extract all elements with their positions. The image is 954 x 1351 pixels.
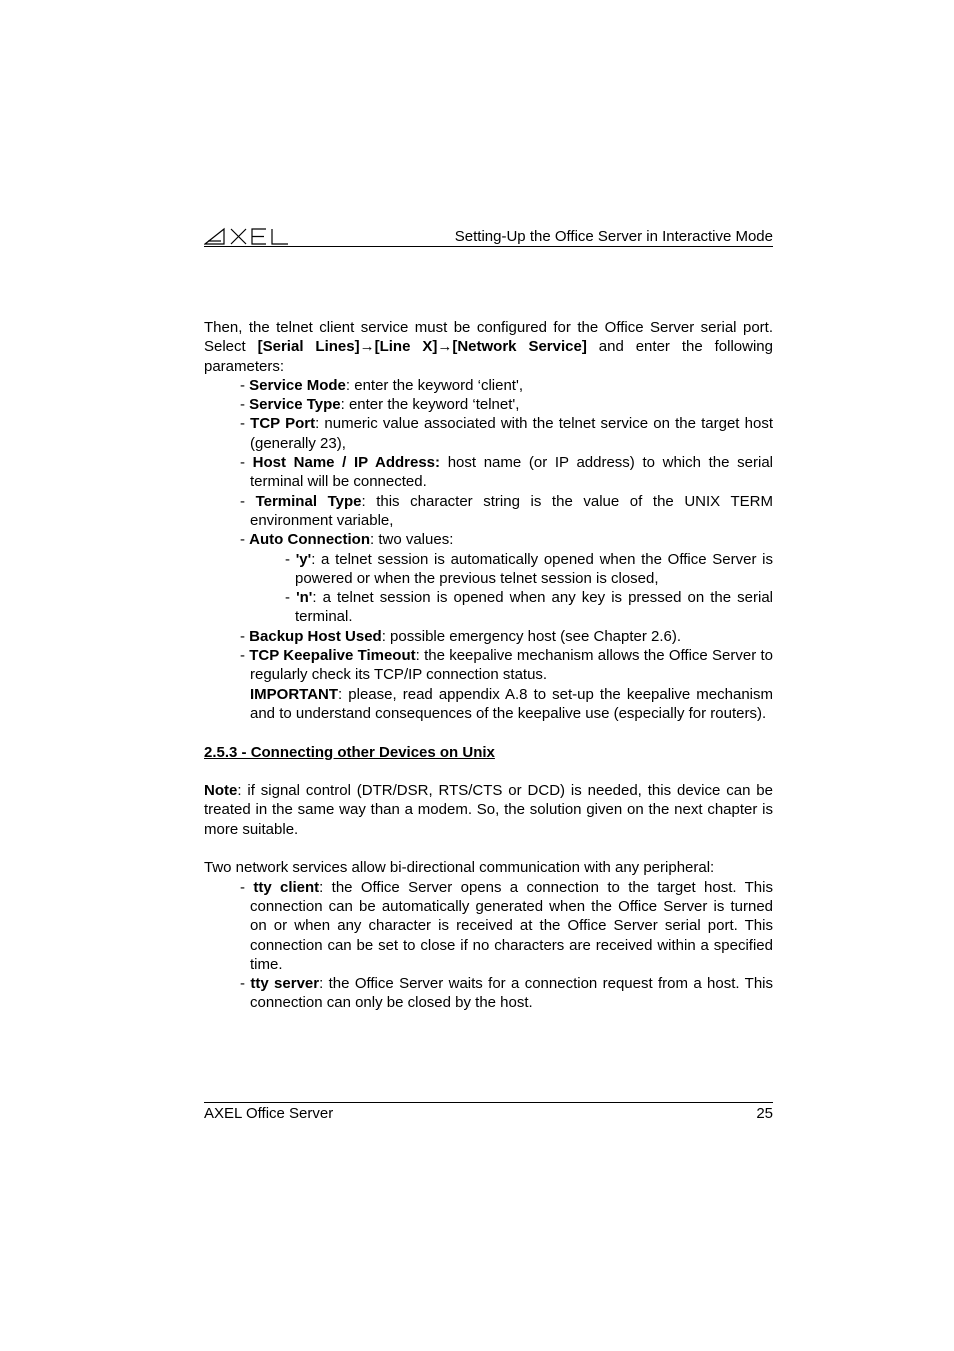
list-item: - Service Type: enter the keyword ‘telnet', xyxy=(240,396,520,414)
menu-path: [Serial Lines]→[Line X]→[Network Service] xyxy=(257,338,587,356)
intro-paragraph xyxy=(204,318,773,376)
page-body xyxy=(204,318,773,1013)
sub-list-item: - 'y': a telnet session is automatically opened when the Office Server is powered or when the previous telnet session is closed, xyxy=(285,550,773,587)
list-item: - Auto Connection: two values: xyxy=(240,531,454,549)
header-title: Setting-Up the Office Server in Interactive Mode xyxy=(454,228,773,245)
list-item: - tty server: the Office Server waits for a connection request from a host. This connection can only be closed by the host. xyxy=(240,975,773,1012)
intro-text-end: and enter the following parameters: xyxy=(204,338,773,375)
list-item: - tty client: the Office Server opens a connection to the target host. This connection can be automatically generated when the Office Server is turned on or when any character is received at the Office Server serial port. This connection can be set to close if no characters are received within a specified time. xyxy=(240,878,773,973)
list-item: - TCP Keepalive Timeout: the keepalive mechanism allows the Office Server to regularly check its TCP/IP connection status. xyxy=(240,647,773,684)
footer-title: AXEL Office Server xyxy=(204,1105,334,1122)
axel-logo xyxy=(204,226,290,245)
list-item: - Host Name / IP Address: host name (or IP address) to which the serial terminal will be connected. xyxy=(240,454,774,491)
list-item: - Terminal Type: this character string is the value of the UNIX TERM environment variable, xyxy=(240,492,773,529)
section-heading: 2.5.3 - Connecting other Devices on Unix xyxy=(204,743,495,761)
list-item: - Service Mode: enter the keyword ‘client', xyxy=(240,376,524,394)
sub-list-item: - 'n': a telnet session is opened when any key is pressed on the serial terminal. xyxy=(285,589,773,626)
list-item: - Backup Host Used: possible emergency host (see Chapter 2.6). xyxy=(240,627,682,645)
note-paragraph: Note: if signal control (DTR/DSR, RTS/CTS or DCD) is needed, this device can be treated in the same way than a modem. So, the solution given on the next chapter is more suitable. xyxy=(204,782,773,838)
important-note: IMPORTANT: please, read appendix A.8 to set-up the keepalive mechanism and to understand consequences of the keepalive use (especially for routers). xyxy=(250,685,773,722)
list-item: - TCP Port: numeric value associated with the telnet service on the target host (generally 23), xyxy=(240,415,773,452)
intro-text: Then, the telnet client service must be configured for the Office Server serial port. Select xyxy=(204,319,773,356)
page-header xyxy=(204,226,773,247)
page-footer xyxy=(204,1102,773,1127)
page-number: 25 xyxy=(756,1105,773,1122)
services-intro: Two network services allow bi-directional communication with any peripheral: xyxy=(204,859,715,877)
